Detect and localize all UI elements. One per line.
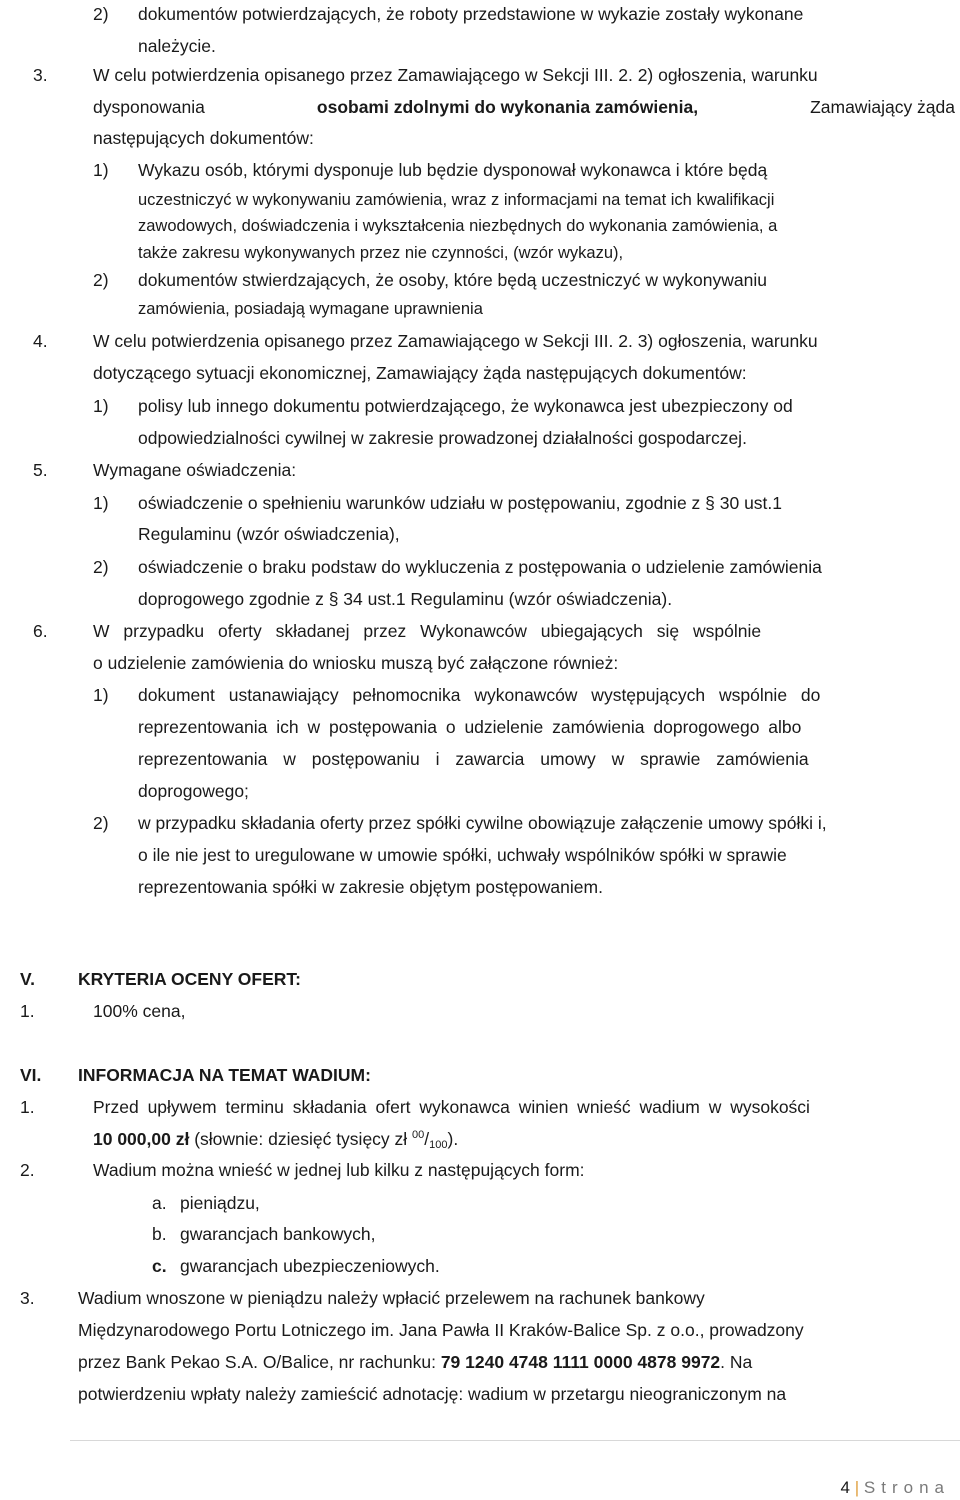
list-number: 2) [93, 813, 109, 833]
text-line: dokumentów potwierdzających, że roboty przedstawione w wykazie zostały wykonane [138, 4, 804, 24]
text-line: dokumentów stwierdzających, że osoby, które będą uczestniczyć w wykonywaniu [138, 270, 767, 290]
section-number: 1. [20, 1001, 35, 1021]
text-line: W celu potwierdzenia opisanego przez Zamawiającego w Sekcji III. 2. 2) ogłoszenia, warunku [93, 65, 818, 85]
text-run: ). [447, 1129, 459, 1149]
text-run: . Na [720, 1352, 753, 1372]
footer-label: Strona [863, 1478, 950, 1497]
chapter-title: INFORMACJA NA TEMAT WADIUM: [78, 1065, 371, 1085]
list-number: 2) [93, 4, 109, 24]
section-number: 3. [20, 1288, 35, 1308]
sublist-marker: c. [152, 1256, 167, 1276]
text-line: zawodowych, doświadczenia i wykształcenia niezbędnych do wykonania zamówienia, a [138, 217, 778, 235]
list-number: 1) [93, 160, 109, 180]
text-line: dotyczącego sytuacji ekonomicznej, Zamawiający żąda następujących dokumentów: [93, 363, 747, 383]
text-line: reprezentowania ich w postępowania o udzielenie zamówienia doprogowego albo [138, 717, 802, 737]
sublist-marker: a. [152, 1193, 167, 1213]
text-line: W przypadku oferty składanej przez Wykonawców ubiegających się wspólnie [93, 621, 762, 641]
text-line: W celu potwierdzenia opisanego przez Zamawiającego w Sekcji III. 2. 3) ogłoszenia, warunku [93, 331, 818, 351]
page-number: 4 [840, 1478, 851, 1497]
text-run: / [424, 1129, 430, 1149]
text-line: Wadium można wnieść w jednej lub kilku z następujących form: [93, 1160, 585, 1180]
list-number: 1) [93, 396, 109, 416]
bank-account-number: 79 1240 4748 1111 0000 4878 9972 [440, 1352, 721, 1372]
text-line: Wymagane oświadczenia: [93, 460, 297, 480]
text-run: (słownie: dziesięć tysięcy zł [189, 1129, 413, 1149]
list-number: 2) [93, 270, 109, 290]
text-line: doprogowego; [138, 781, 249, 801]
text-line: odpowiedzialności cywilnej w zakresie prowadzonej działalności gospodarczej. [138, 428, 747, 448]
footer-separator: | [854, 1478, 860, 1497]
section-number: 1. [20, 1097, 35, 1117]
text-line: oświadczenie o spełnieniu warunków udziału w postępowaniu, zgodnie z § 30 ust.1 [138, 493, 783, 513]
bold-text: osobami zdolnymi do wykonania zamówienia, [316, 97, 699, 117]
list-number: 1) [93, 685, 109, 705]
subscript: 100 [429, 1139, 448, 1151]
text-line: Przed upływem terminu składania ofert wykonawca winien wnieść wadium w wysokości [93, 1097, 810, 1117]
text-line: także zakresu wykonywanych przez nie czynności, (wzór wykazu), [138, 244, 624, 262]
text-line: zamówienia, posiadają wymagane uprawnienia [138, 300, 483, 318]
text-line: następujących dokumentów: [93, 128, 314, 148]
footer-divider [70, 1440, 960, 1441]
text-line: dokument ustanawiający pełnomocnika wykonawców występujących wspólnie do [138, 685, 821, 705]
section-number: 4. [33, 331, 48, 351]
text-line: reprezentowania spółki w zakresie objętym postępowaniem. [138, 877, 603, 897]
text-line: potwierdzeniu wpłaty należy zamieścić adnotację: wadium w przetargu nieograniczonym na [78, 1384, 787, 1404]
text-line [78, 1351, 752, 1373]
text-run: dysponowania [93, 97, 205, 117]
text-line: oświadczenie o braku podstaw do wykluczenia z postępowania o udzielenie zamówienia [138, 557, 822, 577]
text-line: pieniądzu, [180, 1193, 260, 1213]
text-line: Regulaminu (wzór oświadczenia), [138, 524, 400, 544]
page-footer [841, 1478, 950, 1498]
chapter-title: KRYTERIA OCENY OFERT: [78, 969, 301, 989]
section-number: 5. [33, 460, 48, 480]
text-line: w przypadku składania oferty przez spółki cywilne obowiązuje załączenie umowy spółki i, [138, 813, 827, 833]
section-number: 2. [20, 1160, 35, 1180]
text-run: Zamawiający żąda [810, 97, 955, 117]
text-line: Wykazu osób, którymi dysponuje lub będzie dysponował wykonawca i które będą [138, 160, 768, 180]
text-line: 100% cena, [93, 1001, 186, 1021]
text-line [93, 1128, 458, 1150]
wadium-amount: 10 000,00 zł [93, 1129, 190, 1149]
text-line: o udzielenie zamówienia do wniosku muszą być załączone również: [93, 653, 619, 673]
sublist-marker: b. [152, 1224, 167, 1244]
superscript: 00 [412, 1129, 425, 1141]
list-number: 1) [93, 493, 109, 513]
text-line: polisy lub innego dokumentu potwierdzającego, że wykonawca jest ubezpieczony od [138, 396, 793, 416]
text-line: należycie. [138, 36, 216, 56]
text-line: uczestniczyć w wykonywaniu zamówienia, wraz z informacjami na temat ich kwalifikacji [138, 191, 775, 209]
text-line [93, 96, 955, 118]
text-line: o ile nie jest to uregulowane w umowie spółki, uchwały wspólników spółki w sprawie [138, 845, 787, 865]
chapter-number: V. [20, 969, 35, 989]
list-number: 2) [93, 557, 109, 577]
text-line: doprogowego zgodnie z § 34 ust.1 Regulaminu (wzór oświadczenia). [138, 589, 673, 609]
text-line: Międzynarodowego Portu Lotniczego im. Jana Pawła II Kraków-Balice Sp. z o.o., prowadzony [78, 1320, 804, 1340]
text-line: gwarancjach ubezpieczeniowych. [180, 1256, 440, 1276]
text-line: reprezentowania w postępowaniu i zawarcia umowy w sprawie zamówienia [138, 749, 809, 769]
chapter-number: VI. [20, 1065, 42, 1085]
text-line: Wadium wnoszone w pieniądzu należy wpłacić przelewem na rachunek bankowy [78, 1288, 705, 1308]
text-run: przez Bank Pekao S.A. O/Balice, nr rachunku: [78, 1352, 441, 1372]
text-line: gwarancjach bankowych, [180, 1224, 376, 1244]
section-number: 6. [33, 621, 48, 641]
section-number: 3. [33, 65, 48, 85]
